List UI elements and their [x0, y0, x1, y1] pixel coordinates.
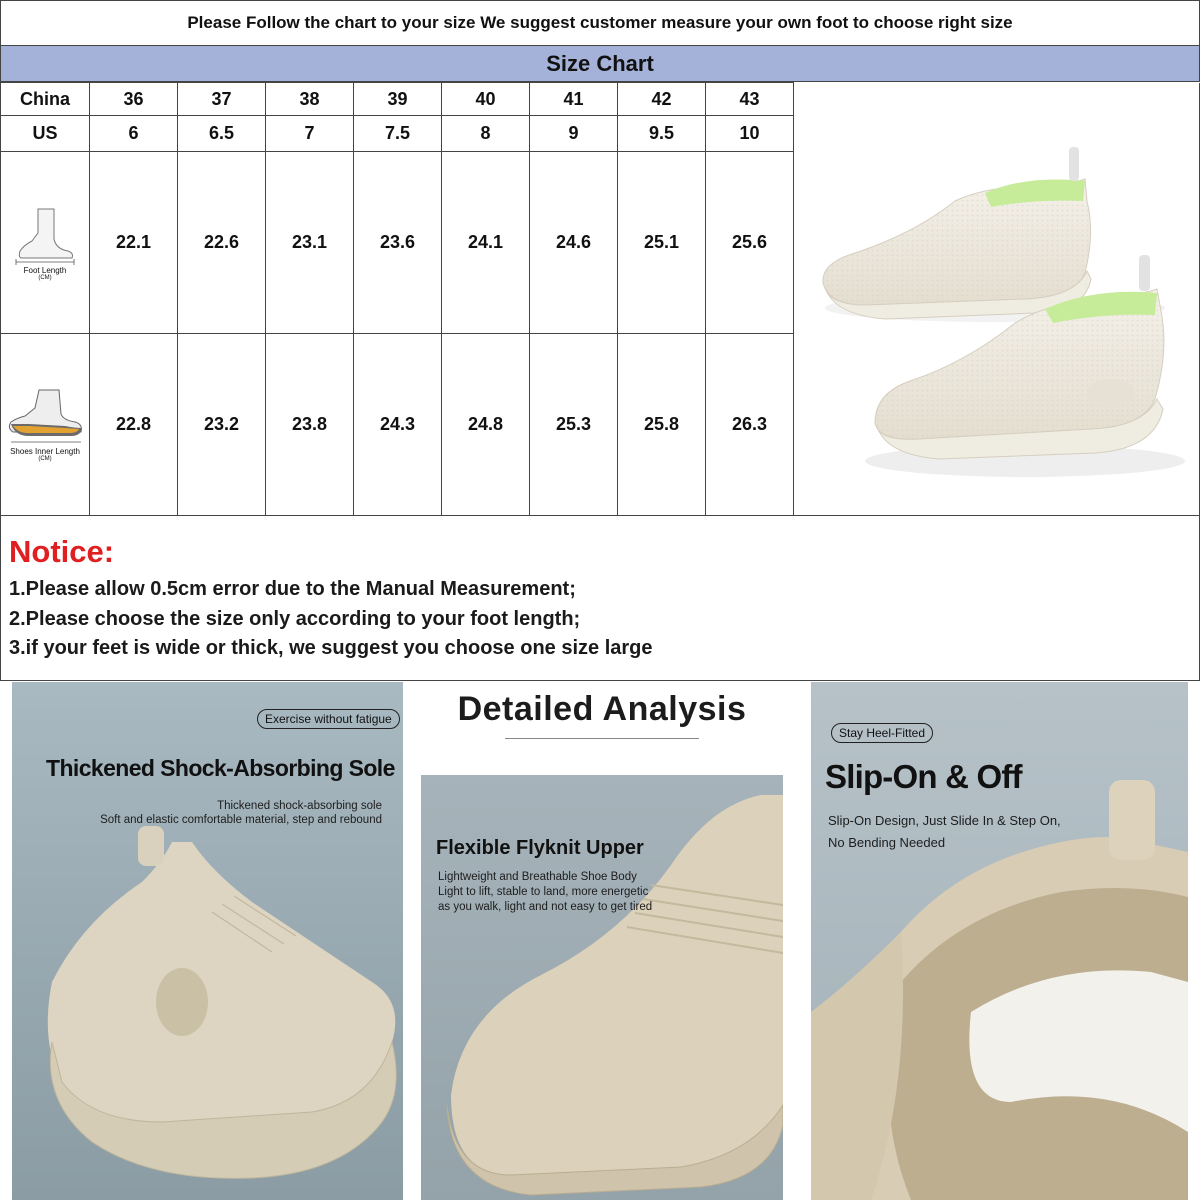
size-instruction-text: Please Follow the chart to your size We suggest customer measure your own foot to choose right size [187, 13, 1013, 32]
upper-feature-title: Flexible Flyknit Upper [436, 837, 644, 859]
foot-length-cell: 25.6 [706, 152, 794, 334]
foot-length-caption: Foot Length [23, 265, 67, 275]
shoe-inner-length-unit: (CM) [38, 455, 52, 462]
sneaker-pair-illustration [795, 83, 1200, 515]
upper-feature-panel [421, 775, 783, 1200]
size-chart-title-bar [0, 46, 1200, 82]
foot-length-cell: 22.1 [90, 152, 178, 334]
shoe-inner-length-label-cell [1, 334, 90, 516]
us-size-cell: 6.5 [178, 116, 266, 152]
china-size-cell: 36 [90, 83, 178, 116]
us-size-cell: 9.5 [618, 116, 706, 152]
shoe-inner-length-cell: 25.3 [530, 334, 618, 516]
shoe-inner-length-row [1, 334, 794, 516]
product-photo-pair [795, 83, 1200, 515]
china-label: China [1, 83, 90, 116]
us-label: US [1, 116, 90, 152]
heading-underline [505, 738, 699, 739]
notice-box [0, 515, 1200, 681]
slip-on-title: Slip-On & Off [825, 758, 1022, 795]
shoe-inner-length-cell: 26.3 [706, 334, 794, 516]
upper-feature-description-1: Light to lift, stable to land, more energetic [438, 886, 649, 898]
notice-line: 2.Please choose the size only according to your foot length; [9, 608, 581, 630]
exercise-badge: Exercise without fatigue [257, 709, 400, 729]
sole-feature-panel [12, 682, 403, 1200]
foot-length-cell: 24.6 [530, 152, 618, 334]
shoe-inner-length-cell: 25.8 [618, 334, 706, 516]
foot-length-unit: (CM) [38, 274, 52, 281]
us-size-cell: 7.5 [354, 116, 442, 152]
foot-length-cell: 25.1 [618, 152, 706, 334]
shoe-insole-icon [5, 388, 85, 446]
shoe-inner-length-cell: 23.2 [178, 334, 266, 516]
foot-length-cell: 23.1 [266, 152, 354, 334]
china-size-row [1, 83, 794, 116]
slip-on-description: No Bending Needed [828, 835, 946, 850]
foot-length-cell: 22.6 [178, 152, 266, 334]
heel-fit-badge: Stay Heel-Fitted [831, 723, 933, 743]
us-size-cell: 8 [442, 116, 530, 152]
slip-on-subtitle: Slip-On Design, Just Slide In & Step On, [828, 813, 1061, 828]
heel-feature-panel [811, 682, 1188, 1200]
foot-length-cell: 24.1 [442, 152, 530, 334]
shoe-inner-length-cell: 24.3 [354, 334, 442, 516]
upper-feature-subtitle: Lightweight and Breathable Shoe Body [438, 871, 637, 883]
notice-line: 1.Please allow 0.5cm error due to the Manual Measurement; [9, 578, 576, 600]
us-size-cell: 9 [530, 116, 618, 152]
shoe-inner-length-caption: Shoes Inner Length [10, 446, 80, 456]
china-size-cell: 37 [178, 83, 266, 116]
size-chart-title: Size Chart [546, 50, 654, 76]
notice-line: 3.if your feet is wide or thick, we suggest you choose one size large [9, 637, 653, 659]
china-size-cell: 41 [530, 83, 618, 116]
shoe-inner-length-cell: 24.8 [442, 334, 530, 516]
china-size-cell: 38 [266, 83, 354, 116]
us-size-cell: 6 [90, 116, 178, 152]
foot-length-cell: 23.6 [354, 152, 442, 334]
notice-title: Notice: [9, 534, 115, 569]
foot-length-label-cell [1, 152, 90, 334]
us-size-cell: 7 [266, 116, 354, 152]
china-size-cell: 43 [706, 83, 794, 116]
upper-feature-description-2: as you walk, light and not easy to get tired [438, 901, 653, 913]
size-table [0, 82, 794, 516]
sole-feature-subtitle: Thickened shock-absorbing sole [217, 800, 382, 812]
sole-feature-description: Soft and elastic comfortable material, step and rebound [100, 814, 382, 826]
foot-outline-icon [10, 205, 80, 265]
shoe-inner-length-cell: 22.8 [90, 334, 178, 516]
us-size-cell: 10 [706, 116, 794, 152]
detailed-analysis-heading: Detailed Analysis [457, 690, 747, 728]
china-size-cell: 39 [354, 83, 442, 116]
china-size-cell: 40 [442, 83, 530, 116]
sole-feature-title: Thickened Shock-Absorbing Sole [46, 755, 395, 781]
foot-length-row [1, 152, 794, 334]
china-size-cell: 42 [618, 83, 706, 116]
size-instruction-banner [0, 0, 1200, 46]
shoe-inner-length-cell: 23.8 [266, 334, 354, 516]
us-size-row [1, 116, 794, 152]
